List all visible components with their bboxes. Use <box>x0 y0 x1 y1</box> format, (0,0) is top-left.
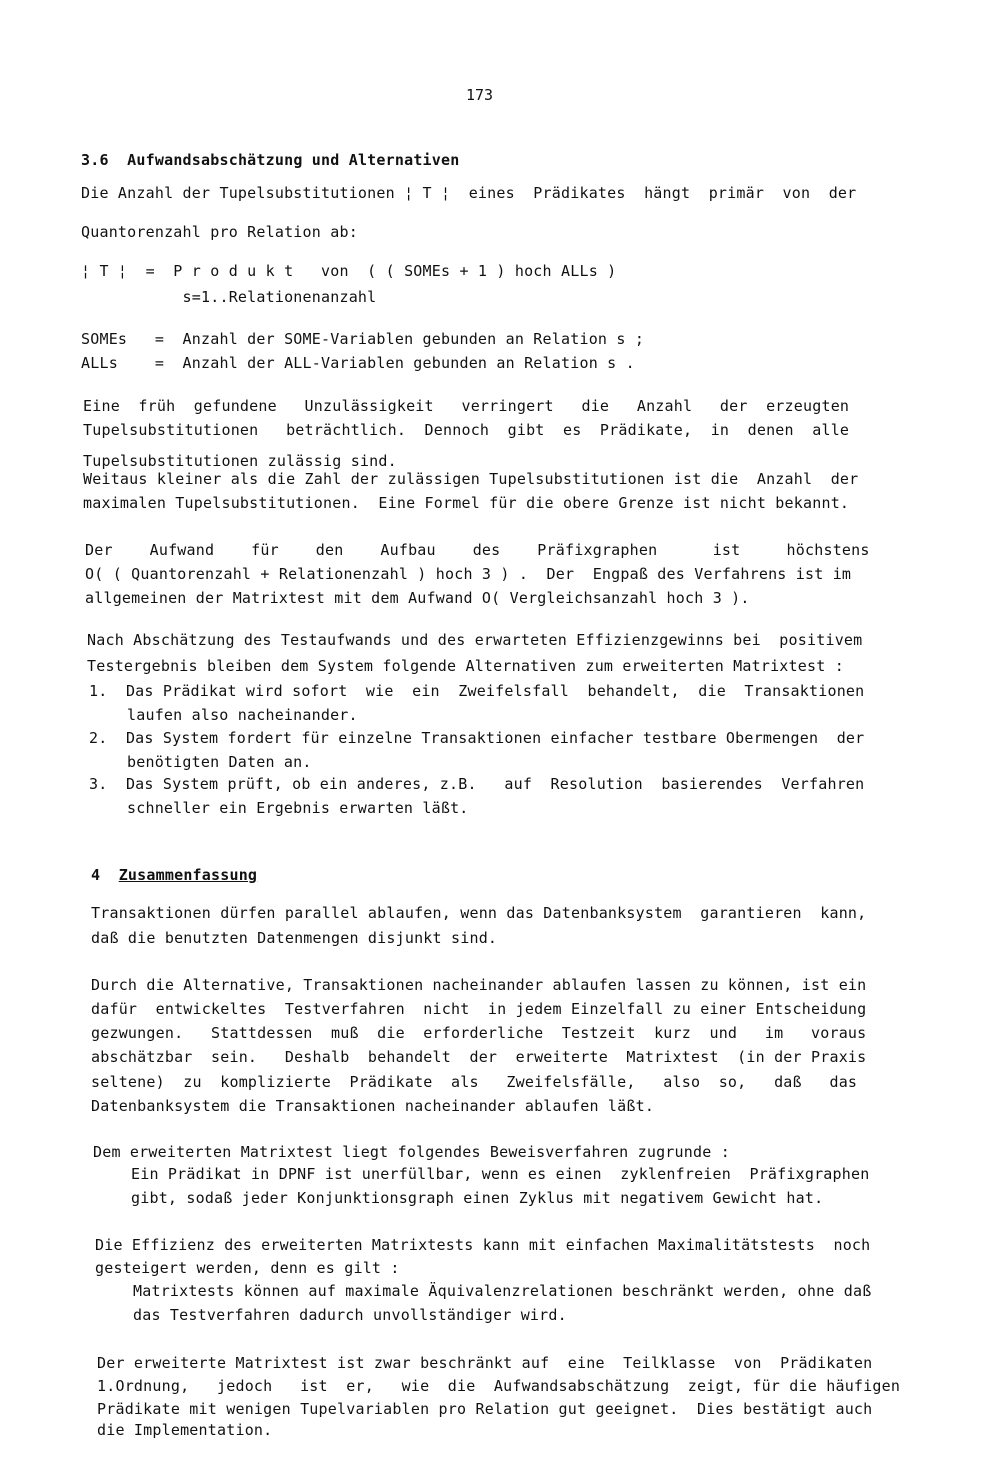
page-number: 173 <box>466 86 494 104</box>
list-item-continuation: benötigten Daten an. <box>127 753 312 771</box>
text-line: Der Aufwand für den Aufbau des Präfixgraphen ist höchstens <box>85 541 870 559</box>
text-line: Datenbanksystem die Transaktionen nacheinander ablaufen läßt. <box>91 1097 655 1115</box>
list-number: 3. <box>89 775 108 793</box>
text-line: Der erweiterte Matrixtest ist zwar beschränkt auf eine Teilklasse von Prädikaten <box>97 1354 873 1372</box>
definition-line: ALLs = Anzahl der ALL-Variablen gebunden an Relation s . <box>81 354 635 372</box>
section-title: Aufwandsabschätzung und Alternativen <box>127 151 460 169</box>
list-text: Das System prüft, ob ein anderes, z.B. auf Resolution basierendes Verfahren <box>125 775 865 793</box>
text-line: Testergebnis bleiben dem System folgende Alternativen zum erweiterten Matrixtest : <box>87 657 844 675</box>
text-line: Durch die Alternative, Transaktionen nacheinander ablaufen lassen zu können, ist ein <box>91 976 867 994</box>
text-line: Quantorenzahl pro Relation ab: <box>81 223 358 241</box>
list-item-continuation: laufen also nacheinander. <box>127 706 358 724</box>
text-line: gezwungen. Stattdessen muß die erforderliche Testzeit kurz und im voraus <box>91 1024 867 1042</box>
text-line: allgemeinen der Matrixtest mit dem Aufwand O( Vergleichsanzahl hoch 3 ). <box>85 589 750 607</box>
list-item <box>89 682 864 700</box>
section-heading <box>81 151 459 169</box>
text-line: Transaktionen dürfen parallel ablaufen, wenn das Datenbanksystem garantieren kann, <box>91 904 867 922</box>
list-number: 2. <box>89 729 108 747</box>
text-line: Die Anzahl der Tupelsubstitutionen ¦ T ¦ eines Prädikates hängt primär von der <box>81 184 857 202</box>
list-text: Das System fordert für einzelne Transaktionen einfacher testbare Obermengen der <box>125 729 865 747</box>
text-line: die Implementation. <box>97 1421 273 1439</box>
list-item-continuation: schneller ein Ergebnis erwarten läßt. <box>127 799 469 817</box>
text-line: abschätzbar sein. Deshalb behandelt der erweiterte Matrixtest (in der Praxis <box>91 1048 867 1066</box>
list-item <box>89 775 864 793</box>
formula-line: ¦ T ¦ = P r o d u k t von ( ( SOMEs + 1 ) hoch ALLs ) <box>81 262 617 280</box>
text-line: Tupelsubstitutionen beträchtlich. Dennoch gibt es Prädikate, in denen alle <box>83 421 850 439</box>
text-line: Die Effizienz des erweiterten Matrixtests kann mit einfachen Maximalitätstests noch <box>95 1236 871 1254</box>
text-line: Eine früh gefundene Unzulässigkeit verringert die Anzahl der erzeugten <box>83 397 850 415</box>
text-line: Nach Abschätzung des Testaufwands und des erwarteten Effizienzgewinns bei positivem <box>87 631 863 649</box>
indented-line: das Testverfahren dadurch unvollständiger wird. <box>133 1306 567 1324</box>
section-number: 4 <box>91 866 101 884</box>
indented-line: Ein Prädikat in DPNF ist unerfüllbar, wenn es einen zyklenfreien Präfixgraphen <box>131 1165 870 1183</box>
text-line: Dem erweiterten Matrixtest liegt folgendes Beweisverfahren zugrunde : <box>93 1143 730 1161</box>
text-line: daß die benutzten Datenmengen disjunkt sind. <box>91 929 498 947</box>
section-heading <box>91 866 257 884</box>
section-number: 3.6 <box>81 151 109 169</box>
formula-line: s=1..Relationenanzahl <box>81 288 377 306</box>
text-line: dafür entwickeltes Testverfahren nicht in jedem Einzelfall zu einer Entscheidung <box>91 1000 867 1018</box>
definition-line: SOMEs = Anzahl der SOME-Variablen gebunden an Relation s ; <box>81 330 645 348</box>
text-line: Prädikate mit wenigen Tupelvariablen pro Relation gut geeignet. Dies bestätigt auch <box>97 1400 873 1418</box>
text-line: Tupelsubstitutionen zulässig sind. <box>83 452 397 470</box>
text-line: Weitaus kleiner als die Zahl der zulässigen Tupelsubstitutionen ist die Anzahl der <box>83 470 859 488</box>
list-item <box>89 729 864 747</box>
indented-line: gibt, sodaß jeder Konjunktionsgraph einen Zyklus mit negativem Gewicht hat. <box>131 1189 824 1207</box>
text-line: maximalen Tupelsubstitutionen. Eine Formel für die obere Grenze ist nicht bekannt. <box>83 494 850 512</box>
text-line: 1.Ordnung, jedoch ist er, wie die Aufwandsabschätzung zeigt, für die häufigen <box>97 1377 901 1395</box>
section-title: Zusammenfassung <box>118 866 258 884</box>
text-line: gesteigert werden, denn es gilt : <box>95 1259 400 1277</box>
text-line: seltene) zu komplizierte Prädikate als Zweifelsfälle, also so, daß das <box>91 1073 858 1091</box>
list-text: Das Prädikat wird sofort wie ein Zweifelsfall behandelt, die Transaktionen <box>125 682 865 700</box>
indented-line: Matrixtests können auf maximale Äquivalenzrelationen beschränkt werden, ohne daß <box>133 1282 872 1300</box>
text-line: O( ( Quantorenzahl + Relationenzahl ) hoch 3 ) . Der Engpaß des Verfahrens ist im <box>85 565 852 583</box>
list-number: 1. <box>89 682 108 700</box>
